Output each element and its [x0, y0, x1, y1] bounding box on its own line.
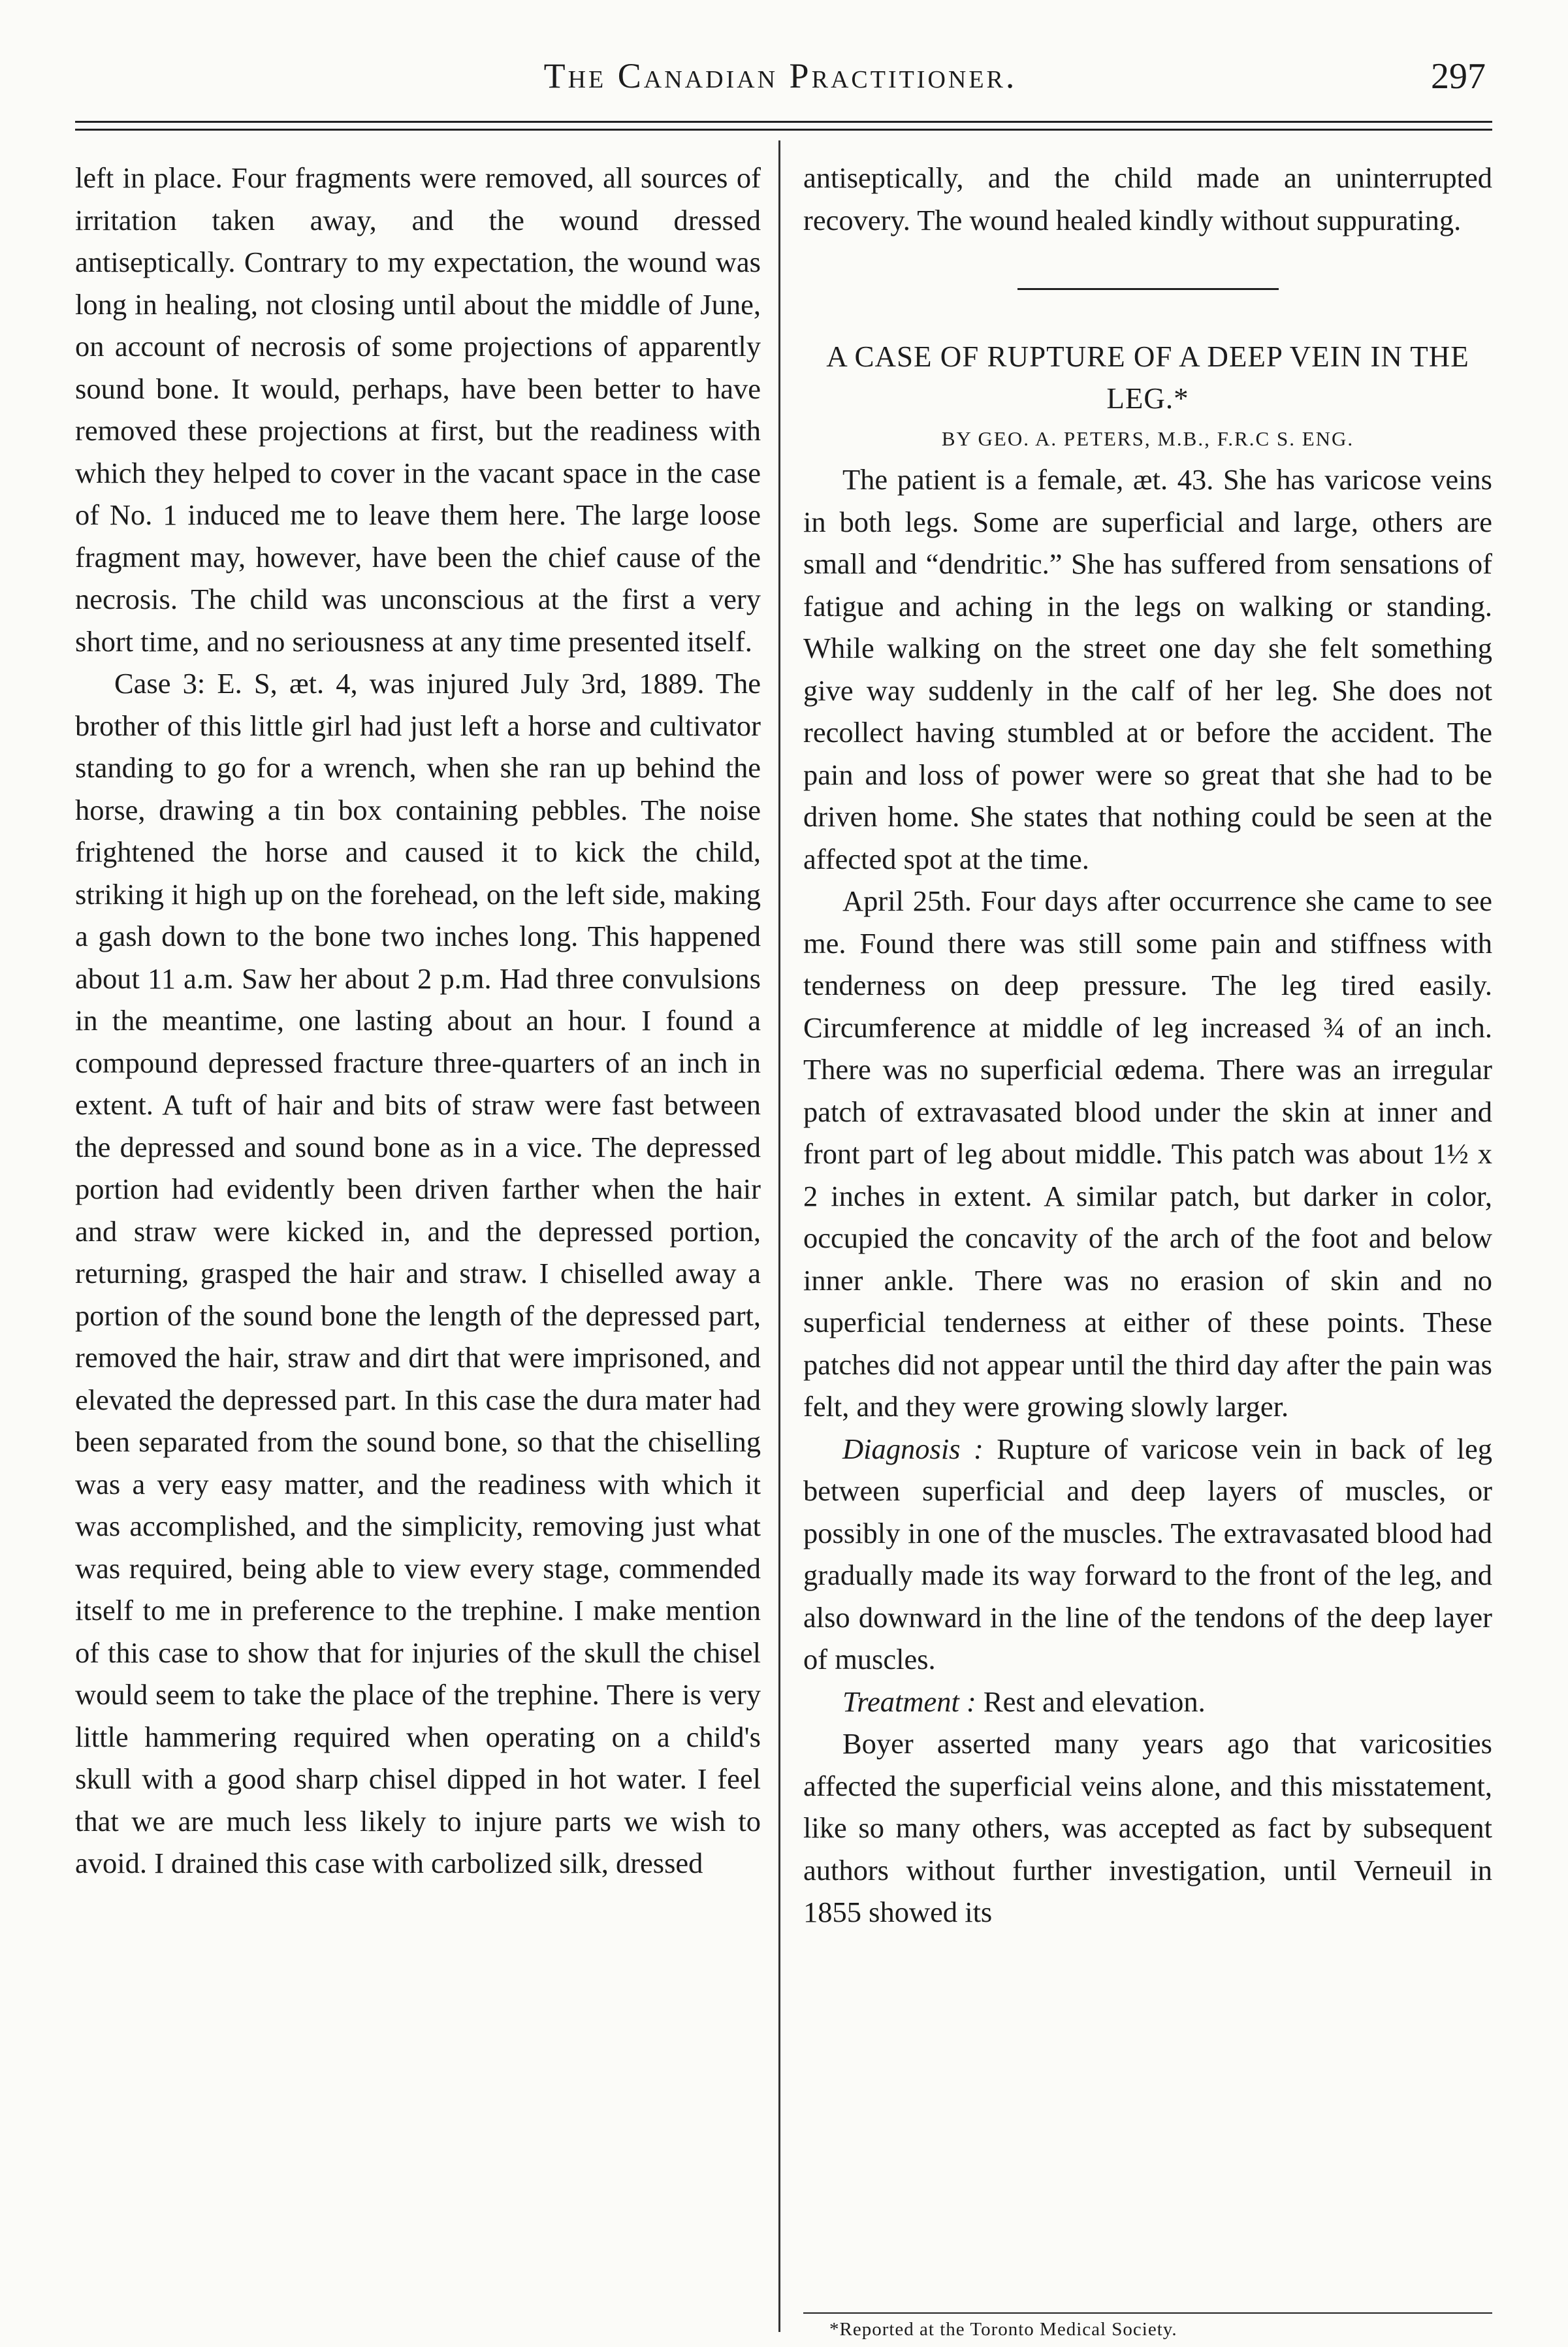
paragraph: The patient is a female, æt. 43. She has varicose veins in both legs. Some are superficial and large, others are small and “dendritic.” She has suffered from sensations of fatigue and aching in the legs on walking or standing. While walking on the street one day she felt something give way suddenly in the calf of her leg. She does not recollect having stumbled at or before the accident. The pain and loss of power were so great that she had to be driven home. She states that nothing could be seen at the affected spot at the time. [803, 463, 1492, 875]
left-column [75, 157, 761, 1885]
diagnosis-label: Diagnosis : [842, 1432, 984, 1465]
treatment-text: Rest and elevation. [976, 1685, 1206, 1718]
paragraph-treatment [803, 1681, 1492, 1723]
paragraph: left in place. Four fragments were removed, all sources of irritation taken away, and the wound dressed antiseptically. Contrary to my expectation, the wound was long in healing, not closing until about the middle of June, on account of necrosis of some projections of apparently sound bone. It would, perhaps, have been better to have removed these projections at first, but the readiness with which they helped to cover in the vacant space in the case of No. 1 induced me to leave them here. The large loose fragment may, however, have been the chief cause of the necrosis. The child was unconscious at the first a very short time, and no seriousness at any time presented itself. [75, 161, 761, 658]
page-number: 297 [1431, 56, 1486, 97]
paragraph: April 25th. Four days after occurrence she came to see me. Found there was still some pain and stiffness with tenderness on deep pressure. The leg tired easily. Circumference at middle of leg increased ¾ of an inch. There was no superficial œdema. There was an irregular patch of extravasated blood under the skin at inner and front part of leg about middle. This patch was about 1½ x 2 inches in extent. A similar patch, but darker in color, occupied the concavity of the arch of the foot and below inner ankle. There was no erasion of skin and no superficial tenderness at either of these points. These patches did not appear until the third day after the pain was felt, and they were growing slowly larger. [803, 884, 1492, 1423]
running-header [75, 56, 1486, 108]
paragraph: antiseptically, and the child made an uninterrupted recovery. The wound healed kindly without suppurating. [803, 161, 1492, 236]
article-title: A CASE OF RUPTURE OF A DEEP VEIN IN THE LEG.* [826, 340, 1469, 415]
diagnosis-text: Rupture of varicose vein in back of leg between superficial and deep layers of muscles, or possibly in one of the muscles. The extravasated blood had gradually made its way forward to the front of the leg, and also downward in the line of the tendons of the deep layer of muscles. [803, 1432, 1492, 1675]
column-divider [778, 140, 780, 2332]
paragraph-case-3: Case 3: E. S, æt. 4, was injured July 3rd, 1889. The brother of this little girl had just left a horse and cultivator standing to go for a wrench, when she ran up behind the horse, drawing a tin box containing pebbles. The noise frightened the horse and caused it to kick the child, striking it high up on the forehead, on the left side, making a gash down to the bone two inches long. This happened about 11 a.m. Saw her about 2 p.m. Had three convulsions in the meantime, one lasting about an hour. I found a compound depressed fracture three-quarters of an inch in extent. A tuft of hair and bits of straw were fast between the depressed and sound bone as in a vice. The depressed portion had evidently been driven farther when the hair and straw were kicked in, and the depressed portion, returning, grasped the hair and straw. I chiselled away a portion of the sound bone the length of the depressed part, removed the hair, straw and dirt that were imprisoned, and elevated the depressed part. In this case the dura mater had been separated from the sound bone, so that the chiselling was a very easy matter, and the readiness with which it was accomplished, and the simplicity, removing just what was required, being able to view every stage, commended itself to me in preference to the trephine. I make mention of this case to show that for injuries of the skull the chisel would seem to take the place of the trephine. There is very little hammering required when operating on a child's skull with a good sharp chisel dipped in hot water. I feel that we are much less likely to injure parts we wish to avoid. I drained this case with carbolized silk, dressed [75, 667, 761, 1879]
article-byline: BY GEO. A. PETERS, M.B., F.R.C S. ENG. [941, 427, 1354, 450]
treatment-label: Treatment : [842, 1685, 976, 1718]
header-rule [75, 121, 1492, 123]
paragraph-diagnosis [803, 1428, 1492, 1681]
right-column [803, 157, 1492, 1934]
journal-title: The Canadian Practitioner. [543, 56, 1017, 95]
header-rule-double [75, 129, 1492, 131]
footnote: *Reported at the Toronto Medical Society. [829, 2319, 1177, 2340]
paragraph: Boyer asserted many years ago that varicosities affected the superficial veins alone, and this misstatement, like so many others, was accepted as fact by subsequent authors without further investigation, until Verneuil in 1855 showed its [803, 1727, 1492, 1928]
footnote-rule [803, 2312, 1492, 2314]
section-separator [1017, 288, 1279, 290]
